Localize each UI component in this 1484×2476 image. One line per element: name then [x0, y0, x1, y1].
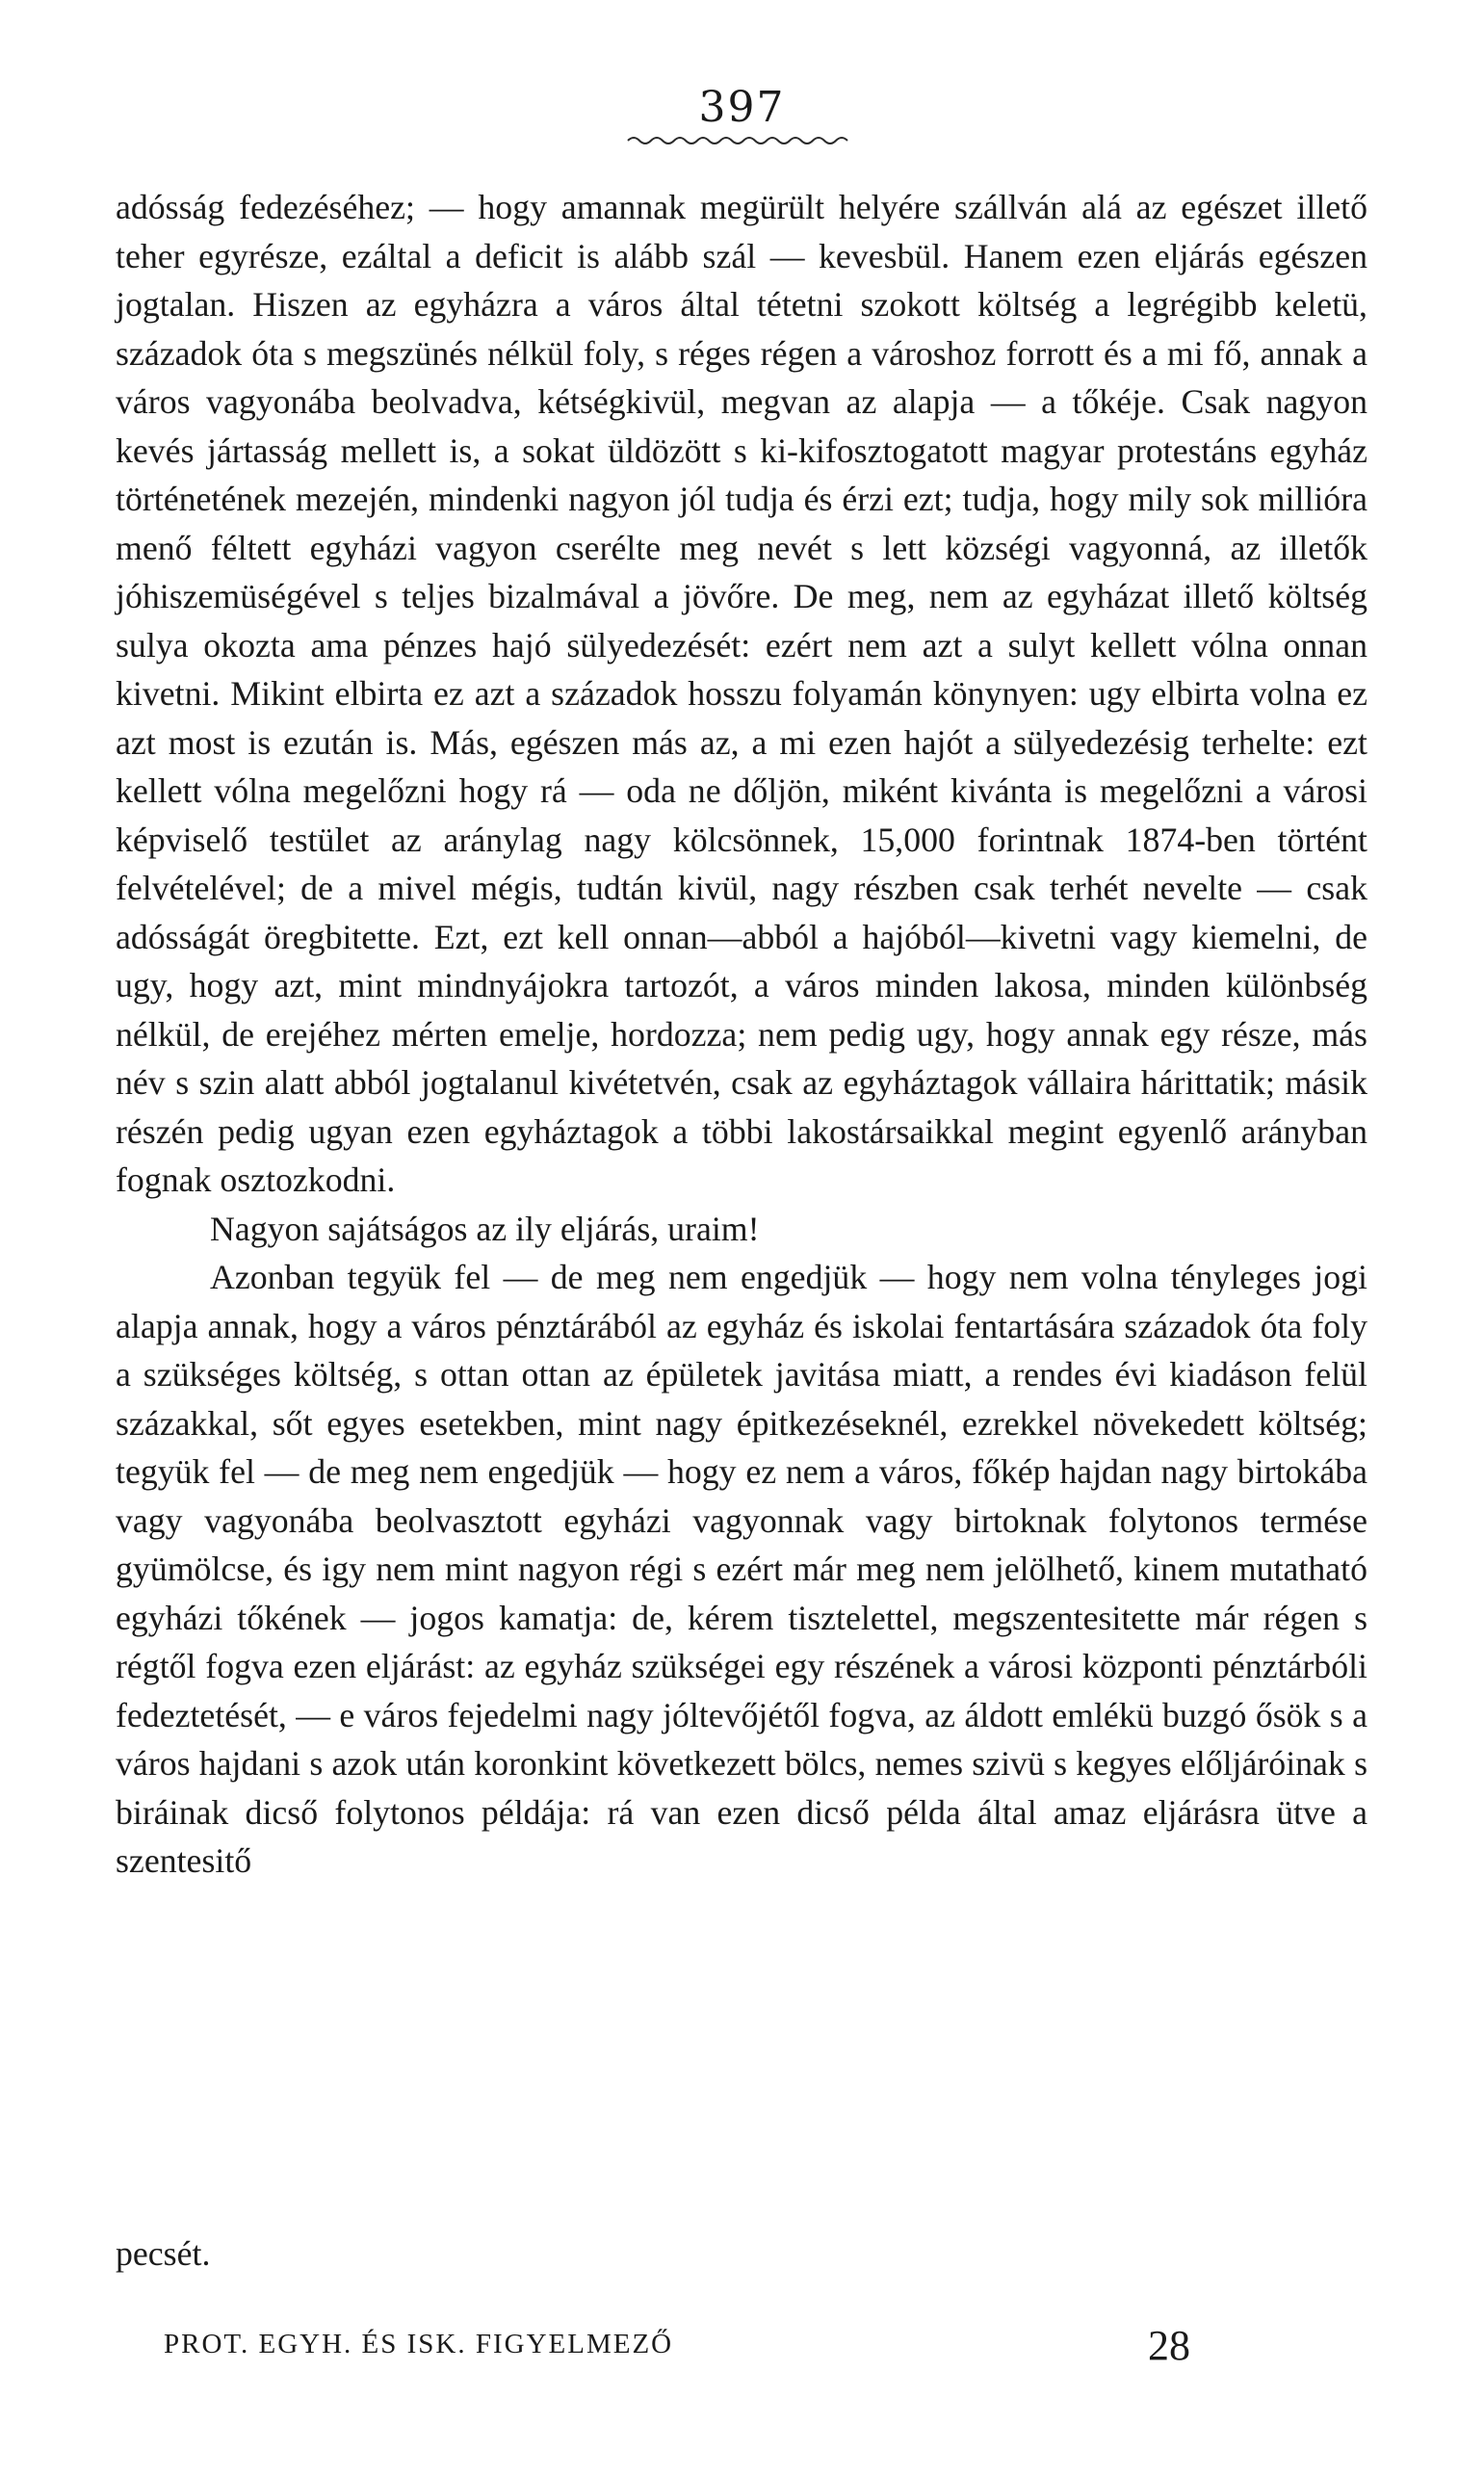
paragraph-3: Azonban tegyük fel — de meg nem engedjük — hogy nem volna tényleges jogi alapja annak, hogy a város pénztárából az egyház és iskolai fentartására századok óta foly a szükséges költség, s ottan ottan az épületek javitása miatt, a rendes évi kiadáson felül százakkal, sőt egyes esetekben, mint nagy épitkezéseknél, ezrekkel növekedett költség; tegyük fel — de meg nem engedjük — hogy ez nem a város, főkép hajdan nagy birtokába vagy vagyonába beolvasztott egyházi vagyonnak vagy birtoknak folytonos termése gyümölcse, és igy nem mint nagyon régi s ezért már meg nem jelölhető, kinem mutatható egyházi tőkének — jogos kamatja: de, kérem tisztelettel, megszentesitette már régen s régtől fogva ezen eljárást: az egyház szükségei egy részének a városi központi pénztárbóli fedeztetését, — e város fejedelmi nagy jóltevőjétől fogva, az áldott emlékü buzgó ősök s a város hajdani s azok után koronkint következett bölcs, nemes szivü s kegyes előljáróinak s biráinak dicső folytonos példája: rá van ezen dicső példa által amaz eljárásra ütve a szentesitő: [116, 1258, 1367, 1880]
page-number: 397: [698, 83, 786, 132]
signature-number: 28: [1148, 2322, 1190, 2369]
body-text: [116, 183, 1367, 1886]
page-footer: [0, 2321, 1484, 2379]
paragraph-1: adósság fedezéséhez; — hogy amannak megürült helyére szállván alá az egészet illető teher egyrésze, ezáltal a deficit is alább szál — kevesbül. Hanem ezen eljárás egészen jogtalan. Hiszen az egyházra a város által tétetni szokott költség a legrégibb keletü, századok óta s megszünés nélkül foly, s réges régen a városhoz forrott és a mi fő, annak a város vagyonába beolvadva, kétségkivül, megvan az alapja — a tőkéje. Csak nagyon kevés jártasság mellett is, a sokat üldözött s ki-kifosztogatott magyar protestáns egyház történetének mezején, mindenki nagyon jól tudja és érzi ezt; tudja, hogy mily sok millióra menő féltett egyházi vagyon cserélte meg nevét s lett községi vagyonná, az illetők jóhiszemüségével s teljes bizalmával a jövőre. De meg, nem az egyházat illető költség sulya okozta ama pénzes hajó sülyedezését: ezért nem azt a sulyt kellett vólna onnan kivetni. Mikint elbirta ez azt a századok hosszu folyamán könynyen: ugy elbirta volna ez azt most is ezután is. Más, egészen más az, a mi ezen hajót a sülyedezésig terhelte: ezt kellett vólna megelőzni hogy rá — oda ne dőljön, miként kivánta is megelőzni a városi képviselő testület az aránylag nagy kölcsönnek, 15,000 forintnak 1874-ben történt felvételével; de a mivel mégis, tudtán kivül, nagy részben csak terhét nevelte — csak adósságát öregbitette. Ezt, ezt kell onnan—abból a hajóból—kivetni vagy kiemelni, de ugy, hogy azt, mint mindnyájokra tartozót, a város minden lakosa, minden különbség nélkül, de erejéhez mérten emelje, hordozza; nem pedig ugy, hogy annak egy része, más név s szin alatt abból jogtalanul kivétetvén, csak az egyháztagok vállaira hárittatik; másik részén pedig ugyan ezen egyháztagok a többi lakostársaikkal megint egyenlő arányban fognak osztozkodni.: [116, 188, 1367, 1199]
journal-title: PROT. EGYH. ÉS ISK. FIGYELMEZŐ: [164, 2329, 674, 2359]
closing-line: pecsét.: [116, 2234, 211, 2273]
ornament-divider: [626, 133, 853, 146]
paragraph-2: Nagyon sajátságos az ily eljárás, uraim!: [210, 1209, 760, 1248]
